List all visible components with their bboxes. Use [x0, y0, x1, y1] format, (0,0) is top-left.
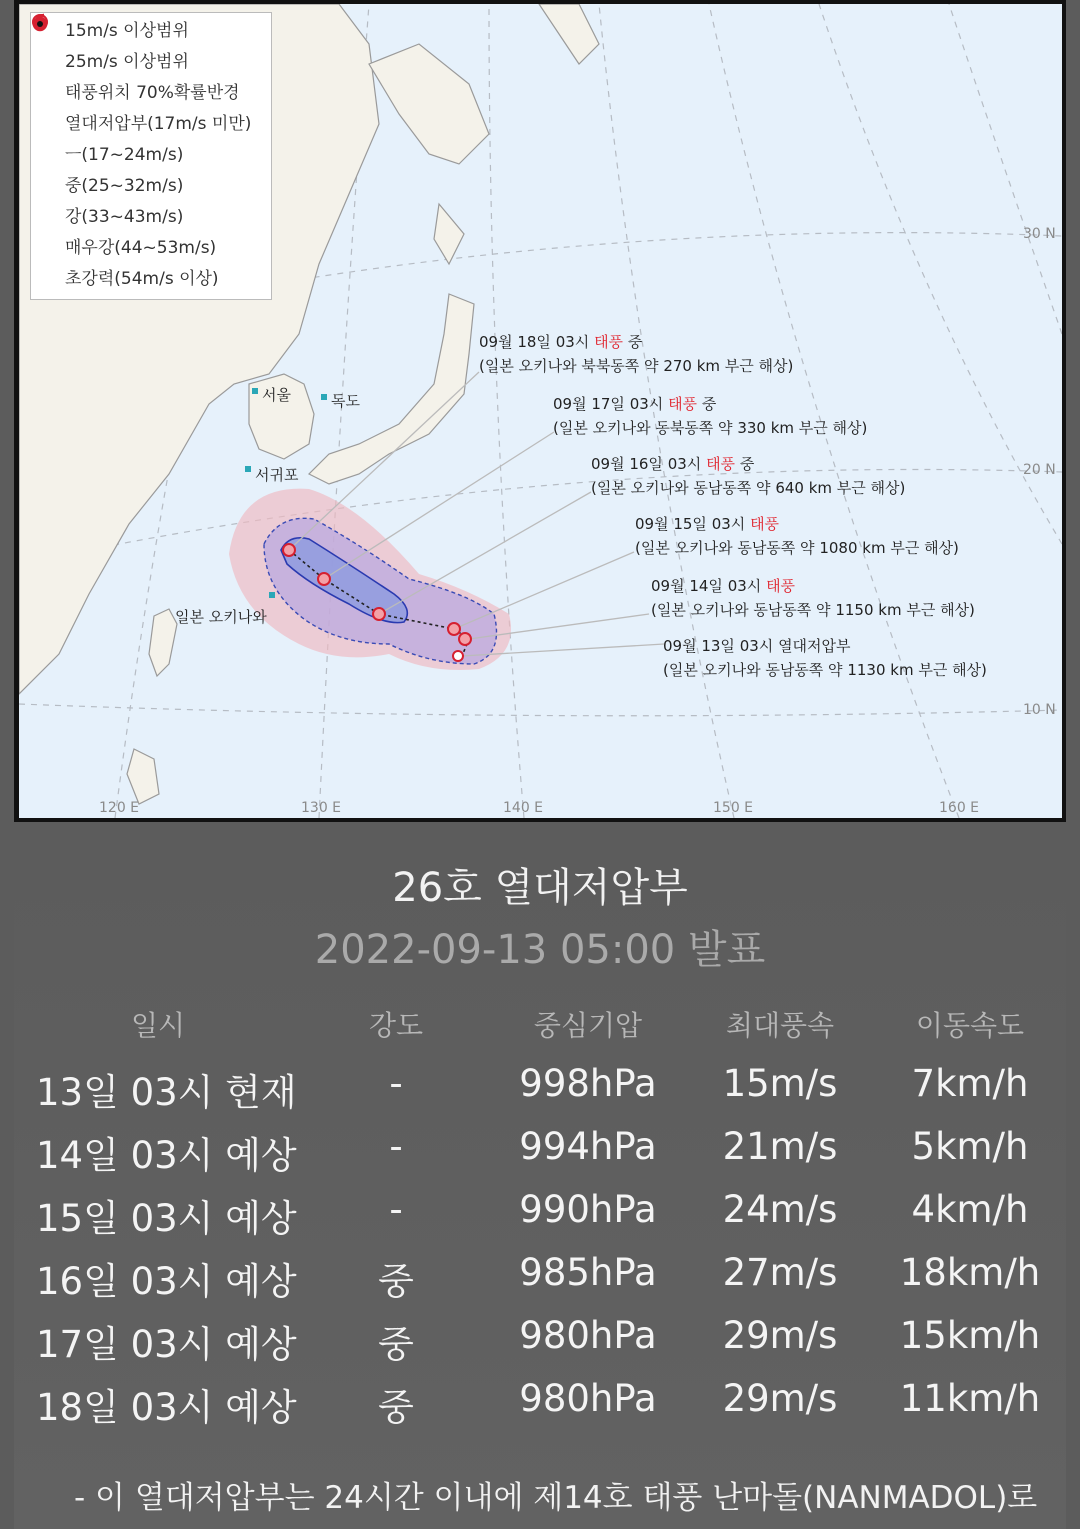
cell-pressure: 990hPa — [519, 1188, 657, 1231]
map-canvas — [19, 4, 1062, 818]
cell-intensity: 중 — [378, 1386, 414, 1429]
cell-intensity: - — [389, 1125, 403, 1168]
legend-label: 열대저압부(17m/s 미만) — [65, 114, 252, 134]
legend-label: ㅡ(17~24m/s) — [65, 145, 184, 165]
lon-label: 130 E — [301, 800, 342, 816]
typhoon-medium-icon — [39, 174, 59, 194]
forecast-annotation: 09월 18일 03시 태풍 중 (일본 오키나와 북북동쪽 약 270 km 부근 해상) — [479, 333, 794, 375]
cell-pressure: 994hPa — [519, 1125, 657, 1168]
pink-circle-icon — [39, 81, 59, 101]
legend-item — [31, 106, 271, 137]
tropical-depression-icon — [39, 112, 59, 132]
col-header-datetime: 일시 — [130, 1009, 186, 1042]
forecast-annotation: 09월 16일 03시 태풍 중 (일본 오키나와 동남동쪽 약 640 km 부근 해상) — [591, 455, 906, 497]
forecast-annotation: 09월 15일 03시 태풍 (일본 오키나와 동남동쪽 약 1080 km 부근 해상) — [635, 515, 959, 557]
col-header-wind: 최대풍속 — [725, 1009, 835, 1042]
issued-time: 2022-09-13 05:00 발표 — [314, 927, 766, 973]
cell-datetime: 18일 03시 예상 — [36, 1386, 297, 1429]
lat-label: 10 N — [1023, 702, 1056, 718]
legend-label: 강(33~43m/s) — [65, 207, 184, 227]
legend-label: 매우강(44~53m/s) — [65, 238, 217, 258]
cell-wind: 15m/s — [722, 1062, 838, 1105]
storm-title: 26호 열대저압부 — [392, 865, 688, 911]
lon-label: 160 E — [939, 800, 980, 816]
place-seoul: 서울 — [262, 386, 291, 404]
cell-pressure: 985hPa — [519, 1251, 657, 1294]
legend-label: 15m/s 이상범위 — [65, 21, 189, 41]
cell-datetime: 17일 03시 예상 — [36, 1323, 297, 1366]
legend-label: 중(25~32m/s) — [65, 176, 184, 196]
legend-item — [31, 137, 271, 168]
map-legend — [30, 12, 272, 300]
legend-item — [31, 44, 271, 75]
col-header-speed: 이동속도 — [915, 1009, 1025, 1042]
cell-intensity: 중 — [378, 1260, 414, 1303]
place-seogwipo: 서귀포 — [255, 466, 299, 484]
cell-wind: 27m/s — [722, 1251, 838, 1294]
cell-speed: 18km/h — [899, 1251, 1041, 1294]
cell-datetime: 15일 03시 예상 — [36, 1197, 297, 1240]
cell-speed: 5km/h — [911, 1125, 1029, 1168]
cell-datetime: 13일 03시 현재 — [36, 1071, 297, 1114]
typhoon-weak-icon — [39, 143, 59, 163]
forecast-annotation: 09월 14일 03시 태풍 (일본 오키나와 동남동쪽 약 1150 km 부근 해상) — [651, 577, 975, 619]
legend-item — [31, 261, 271, 292]
cell-wind: 29m/s — [722, 1377, 838, 1420]
legend-item — [31, 168, 271, 199]
typhoon-map — [14, 0, 1066, 822]
col-header-pressure: 중심기압 — [533, 1009, 643, 1042]
forecast-annotation: 09월 13일 03시 열대저압부 (일본 오키나와 동남동쪽 약 1130 km 부근 해상) — [663, 637, 987, 679]
cell-pressure: 980hPa — [519, 1377, 657, 1420]
cell-speed: 15km/h — [899, 1314, 1041, 1357]
cell-wind: 29m/s — [722, 1314, 838, 1357]
cell-intensity: - — [389, 1188, 403, 1231]
legend-label: 25m/s 이상범위 — [65, 52, 189, 72]
cell-speed: 11km/h — [899, 1377, 1041, 1420]
lon-label: 150 E — [713, 800, 754, 816]
cell-wind: 21m/s — [722, 1125, 838, 1168]
cell-wind: 24m/s — [722, 1188, 838, 1231]
legend-item — [31, 75, 271, 106]
cell-intensity: - — [389, 1062, 403, 1105]
blue-circle-icon — [39, 50, 59, 70]
cell-intensity: 중 — [378, 1323, 414, 1366]
col-header-intensity: 강도 — [368, 1009, 424, 1042]
typhoon-strong-icon — [39, 205, 59, 225]
legend-label: 태풍위치 70%확률반경 — [65, 83, 240, 103]
cell-pressure: 980hPa — [519, 1314, 657, 1357]
forecast-annotation: 09월 17일 03시 태풍 중 (일본 오키나와 동북동쪽 약 330 km 부근 해상) — [553, 395, 868, 437]
legend-label: 초강력(54m/s 이상) — [65, 269, 219, 289]
place-okinawa: 일본 오키나와 — [175, 608, 267, 626]
legend-item — [31, 230, 271, 261]
lat-label: 20 N — [1023, 462, 1056, 478]
typhoon-super-icon — [39, 267, 59, 287]
lon-label: 140 E — [503, 800, 544, 816]
lat-label: 30 N — [1023, 226, 1056, 242]
cell-speed: 7km/h — [911, 1062, 1029, 1105]
typhoon-very-strong-icon — [39, 236, 59, 256]
place-dokdo: 독도 — [331, 392, 360, 410]
cell-datetime: 16일 03시 예상 — [36, 1260, 297, 1303]
legend-item — [31, 13, 271, 44]
footnote: - 이 열대저압부는 24시간 이내에 제14호 태풍 난마돌(NANMADOL)로 — [74, 1480, 1038, 1516]
cell-speed: 4km/h — [911, 1188, 1029, 1231]
legend-item — [31, 199, 271, 230]
lon-label: 120 E — [99, 800, 140, 816]
cell-datetime: 14일 03시 예상 — [36, 1134, 297, 1177]
cell-pressure: 998hPa — [519, 1062, 657, 1105]
